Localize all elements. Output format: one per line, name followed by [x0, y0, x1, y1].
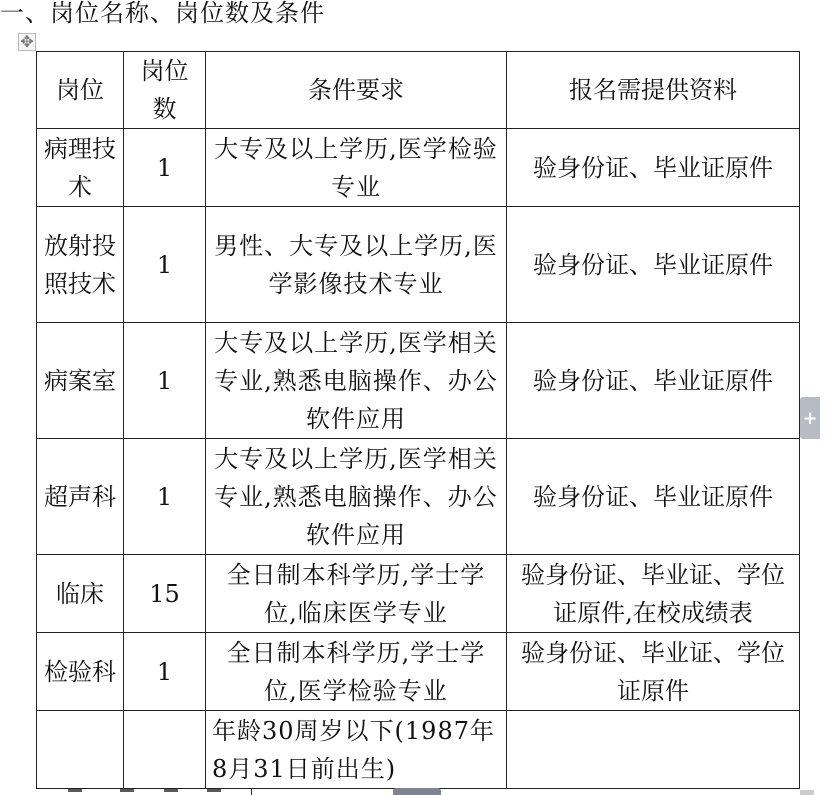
- count-cell[interactable]: 15: [124, 555, 206, 633]
- table-row: [37, 711, 800, 789]
- position-cell[interactable]: 超声科: [37, 439, 124, 555]
- table-move-handle-icon[interactable]: ✥: [18, 33, 36, 51]
- header-documents: 报名需提供资料: [507, 52, 800, 129]
- positions-table: [36, 51, 800, 789]
- documents-cell[interactable]: 验身份证、毕业证、学位证原件: [507, 633, 800, 711]
- scroll-marker: [800, 790, 814, 795]
- count-cell[interactable]: 1: [124, 207, 206, 323]
- text-cursor: [251, 788, 252, 795]
- table-row: [37, 439, 800, 555]
- requirement-cell[interactable]: 男性、大专及以上学历,医学影像技术专业: [206, 207, 507, 323]
- table-header-row: [37, 52, 800, 129]
- requirement-cell[interactable]: 大专及以上学历,医学相关专业,熟悉电脑操作、办公软件应用: [206, 439, 507, 555]
- table-row: [37, 323, 800, 439]
- requirement-cell[interactable]: 全日制本科学历,学士学位,医学检验专业: [206, 633, 507, 711]
- position-cell[interactable]: 病案室: [37, 323, 124, 439]
- header-requirement: 条件要求: [206, 52, 507, 129]
- requirement-cell[interactable]: 大专及以上学历,医学检验专业: [206, 129, 507, 207]
- documents-cell[interactable]: [507, 711, 800, 789]
- add-row-plus-icon[interactable]: [393, 788, 441, 795]
- table-row: [37, 555, 800, 633]
- documents-cell[interactable]: 验身份证、毕业证原件: [507, 129, 800, 207]
- position-cell[interactable]: 临床: [37, 555, 124, 633]
- documents-cell[interactable]: 验身份证、毕业证原件: [507, 207, 800, 323]
- section-heading: 一、岗位名称、岗位数及条件: [0, 0, 325, 27]
- count-cell[interactable]: 1: [124, 633, 206, 711]
- table-row: [37, 129, 800, 207]
- partial-text-fragment: [164, 789, 178, 792]
- count-cell[interactable]: 1: [124, 129, 206, 207]
- header-position: 岗位: [37, 52, 124, 129]
- documents-cell[interactable]: 验身份证、毕业证、学位证原件,在校成绩表: [507, 555, 800, 633]
- documents-cell[interactable]: 验身份证、毕业证原件: [507, 323, 800, 439]
- partial-text-fragment: [207, 789, 221, 792]
- table-row: [37, 633, 800, 711]
- position-cell[interactable]: 检验科: [37, 633, 124, 711]
- requirement-cell[interactable]: 大专及以上学历,医学相关专业,熟悉电脑操作、办公软件应用: [206, 323, 507, 439]
- add-column-plus-icon[interactable]: +: [800, 397, 820, 439]
- partial-text-fragment: [120, 789, 134, 792]
- requirement-cell[interactable]: 年龄30周岁以下(1987年8月31日前出生): [206, 711, 507, 789]
- count-cell[interactable]: 1: [124, 323, 206, 439]
- table-row: [37, 207, 800, 323]
- requirement-cell[interactable]: 全日制本科学历,学士学位,临床医学专业: [206, 555, 507, 633]
- documents-cell[interactable]: 验身份证、毕业证原件: [507, 439, 800, 555]
- position-cell[interactable]: [37, 711, 124, 789]
- header-count: 岗位数: [124, 52, 206, 129]
- count-cell[interactable]: [124, 711, 206, 789]
- count-cell[interactable]: 1: [124, 439, 206, 555]
- partial-text-fragment: [68, 789, 82, 792]
- position-cell[interactable]: 病理技术: [37, 129, 124, 207]
- position-cell[interactable]: 放射投照技术: [37, 207, 124, 323]
